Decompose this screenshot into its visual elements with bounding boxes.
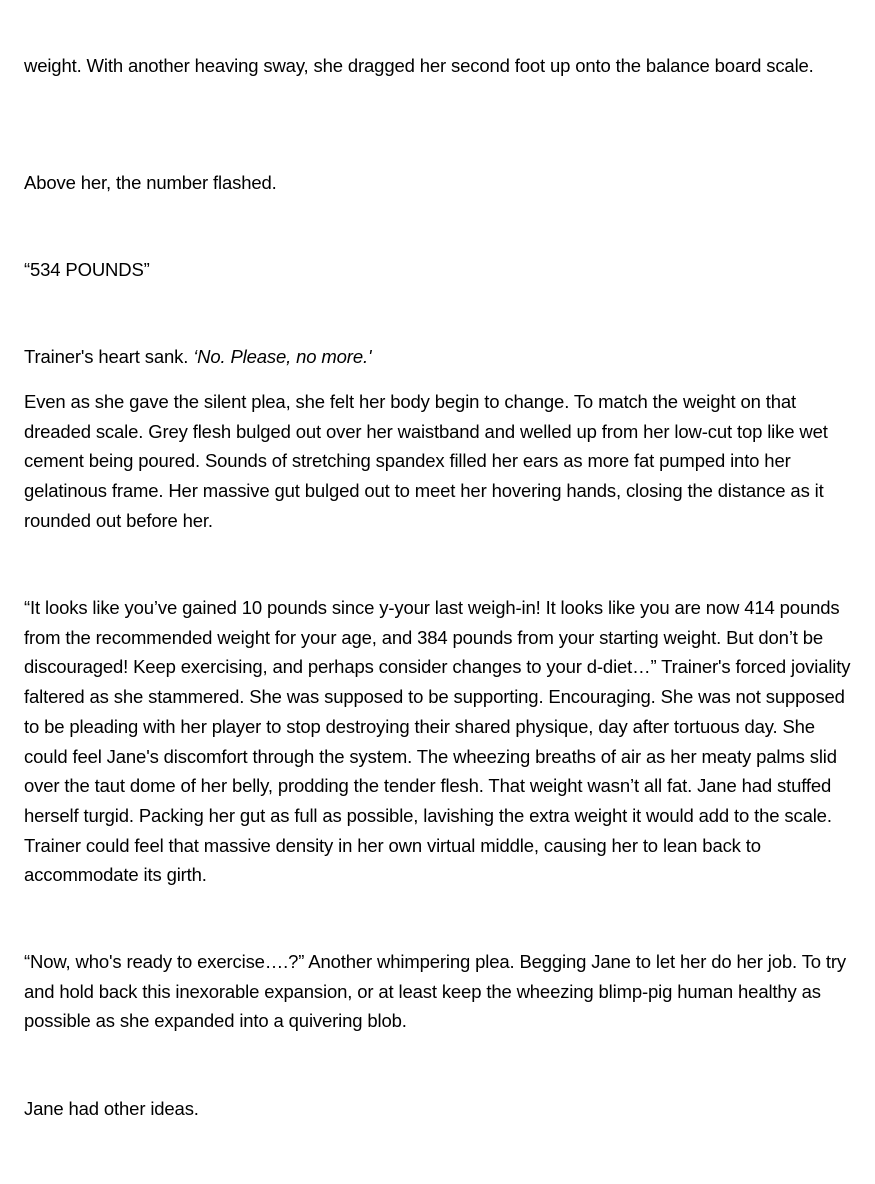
paragraph-heart-sank-plea: ‘No. Please, no more.' <box>193 346 372 367</box>
paragraph-heart-sank-text: Trainer's heart sank. <box>24 346 194 367</box>
paragraph-heart-sank <box>24 342 854 372</box>
paragraph-other-ideas: Jane had other ideas. <box>24 1098 199 1119</box>
paragraph-trainer-speech: “It looks like you’ve gained 10 pounds since y-your last weigh-in! It looks like you are now 414 pounds from the recommended weight for your age, and 384 pounds from your starting weight. But don’t be discouraged! Keep exercising, and perhaps consider changes to your d-diet…” Trainer's forced joviality faltered as she stammered. She was supposed to be supporting. Encouraging. She was not supposed to be pleading with her player to stop destroying their shared physique, day after tortuous day. She could feel Jane's discomfort through the system. The wheezing breaths of air as her meaty palms slid over the taut dome of her belly, prodding the tender flesh. That weight wasn’t all fat. Jane had stuffed herself turgid. Packing her gut as full as possible, lavishing the extra weight it would add to the scale. Trainer could feel that massive density in her own virtual middle, causing her to lean back to accommodate its girth. <box>24 597 851 886</box>
paragraph-body-change: Even as she gave the silent plea, she felt her body begin to change. To match the weight on that dreaded scale. Grey flesh bulged out over her waistband and welled up from her low-cut top like wet cement being poured. Sounds of stretching spandex filled her ears as more fat pumped into her gelatinous frame. Her massive gut bulged out to meet her hovering hands, closing the distance as it rounded out before her. <box>24 391 828 531</box>
paragraph-exercise-plea: “Now, who's ready to exercise….?” Another whimpering plea. Begging Jane to let her do her job. To try and hold back this inexorable expansion, or at least keep the wheezing blimp-pig human healthy as possible as she expanded into a quivering blob. <box>24 951 847 1032</box>
paragraph-scale-step: weight. With another heaving sway, she dragged her second foot up onto the balance board scale. <box>24 55 814 76</box>
paragraph-number-flashed: Above her, the number flashed. <box>24 172 277 193</box>
paragraph-weight-readout: “534 POUNDS” <box>24 259 150 280</box>
